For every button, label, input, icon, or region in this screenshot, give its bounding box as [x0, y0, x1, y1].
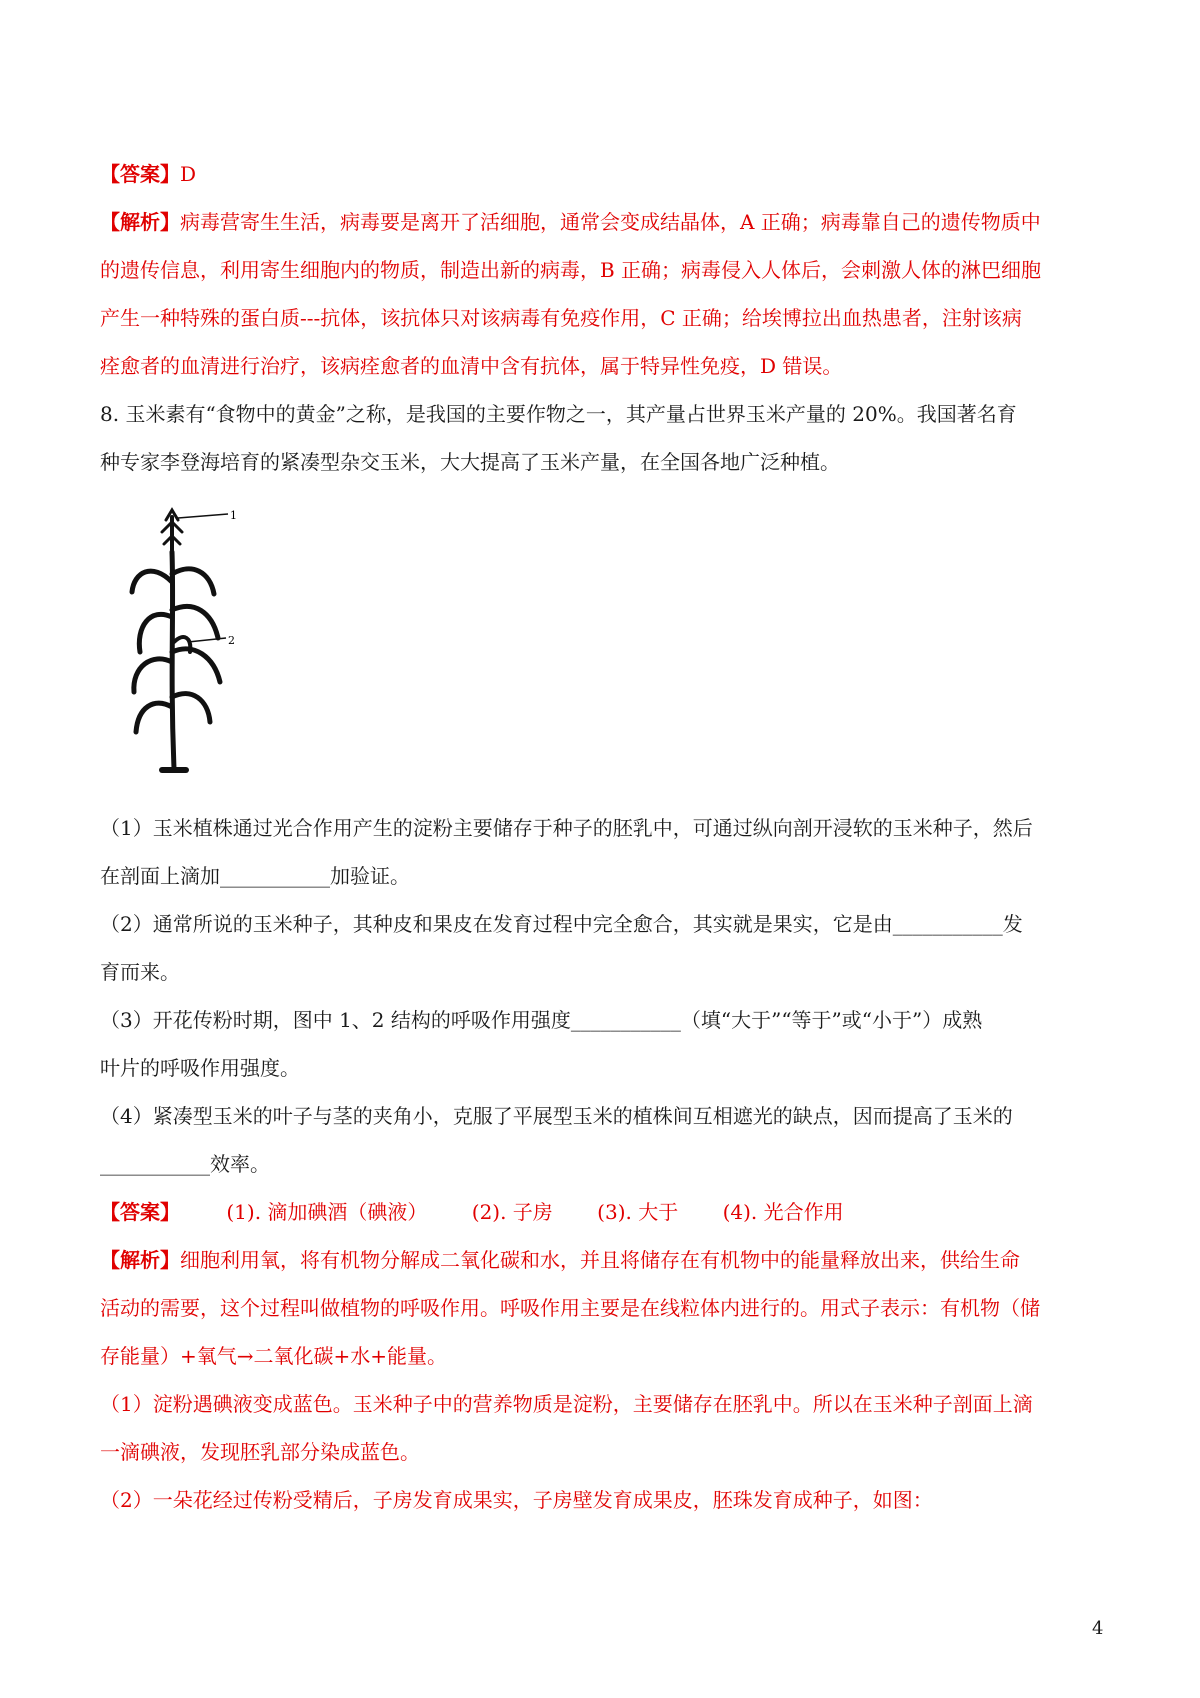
label-2: 2	[228, 634, 235, 647]
answer-label: 【答案】	[100, 1200, 180, 1224]
answer-item: (2). 子房	[471, 1200, 553, 1224]
sub-question-3: （3）开花传粉时期，图中 1、2 结构的呼吸作用强度___________（填“大于”“等于”或“小于”）成熟	[100, 1008, 983, 1032]
label-1: 1	[230, 509, 237, 522]
sub-question-1-cont: 在剖面上滴加___________加验证。	[100, 864, 410, 888]
analysis-label: 【解析】	[100, 1248, 180, 1272]
answer-7	[100, 150, 1100, 198]
corn-plant-drawing	[122, 492, 262, 782]
analysis-line: 的遗传信息，利用寄生细胞内的物质，制造出新的病毒，B 正确；病毒侵入人体后，会刺激人体的淋巴细胞	[100, 258, 1042, 282]
sub-question-4-cont: ___________效率。	[100, 1152, 270, 1176]
analysis-line: 产生一种特殊的蛋白质---抗体，该抗体只对该病毒有免疫作用，C 正确；给埃博拉出血热患者，注射该病	[100, 306, 1022, 330]
analysis-line: （1）淀粉遇碘液变成蓝色。玉米种子中的营养物质是淀粉，主要储存在胚乳中。所以在玉米种子剖面上滴	[100, 1392, 1033, 1416]
analysis-line: 存能量）+氧气→二氧化碳+水+能量。	[100, 1344, 448, 1368]
question-line: 种专家李登海培育的紧凑型杂交玉米，大大提高了玉米产量，在全国各地广泛种植。	[100, 450, 840, 474]
sub-question-3-cont: 叶片的呼吸作用强度。	[100, 1056, 300, 1080]
answer-item: (1). 滴加碘酒（碘液）	[226, 1200, 428, 1224]
analysis-text: 病毒营寄生生活，病毒要是离开了活细胞，通常会变成结晶体，A 正确；病毒靠自己的遗传物质中	[180, 210, 1041, 234]
question-8	[100, 390, 1100, 1188]
question-line: 8. 玉米素有“食物中的黄金”之称，是我国的主要作物之一，其产量占世界玉米产量的 20%。我国著名育	[100, 402, 1017, 426]
sub-question-2: （2）通常所说的玉米种子，其种皮和果皮在发育过程中完全愈合，其实就是果实，它是由___________发	[100, 912, 1023, 936]
analysis-line	[100, 1236, 1100, 1284]
answer-label: 【答案】	[100, 162, 180, 186]
sub-question-2-cont: 育而来。	[100, 960, 180, 984]
analysis-text: 细胞利用氧，将有机物分解成二氧化碳和水，并且将储存在有机物中的能量释放出来，供给生命	[180, 1248, 1020, 1272]
answer-value: D	[180, 162, 197, 186]
answer-item: (4). 光合作用	[722, 1200, 844, 1224]
analysis-line: 活动的需要，这个过程叫做植物的呼吸作用。呼吸作用主要是在线粒体内进行的。用式子表示：有机物（储	[100, 1296, 1040, 1320]
sub-question-1: （1）玉米植株通过光合作用产生的淀粉主要储存于种子的胚乳中，可通过纵向剖开浸软的玉米种子，然后	[100, 816, 1033, 840]
answer-8	[100, 1188, 1100, 1236]
sub-question-4: （4）紧凑型玉米的叶子与茎的夹角小，克服了平展型玉米的植株间互相遮光的缺点，因而提高了玉米的	[100, 1104, 1013, 1128]
analysis-line: 痊愈者的血清进行治疗，该病痊愈者的血清中含有抗体，属于特异性免疫，D 错误。	[100, 354, 843, 378]
analysis-line: 一滴碘液，发现胚乳部分染成蓝色。	[100, 1440, 420, 1464]
analysis-label: 【解析】	[100, 210, 180, 234]
analysis-line	[100, 198, 1100, 246]
analysis-line: （2）一朵花经过传粉受精后，子房发育成果实，子房壁发育成果皮，胚珠发育成种子，如图：	[100, 1488, 933, 1512]
analysis-7	[100, 198, 1100, 390]
answer-item: (3). 大于	[597, 1200, 679, 1224]
page-content	[100, 150, 1100, 1524]
page-number: 4	[1092, 1618, 1104, 1639]
corn-plant-figure	[122, 492, 1100, 799]
analysis-8	[100, 1236, 1100, 1524]
